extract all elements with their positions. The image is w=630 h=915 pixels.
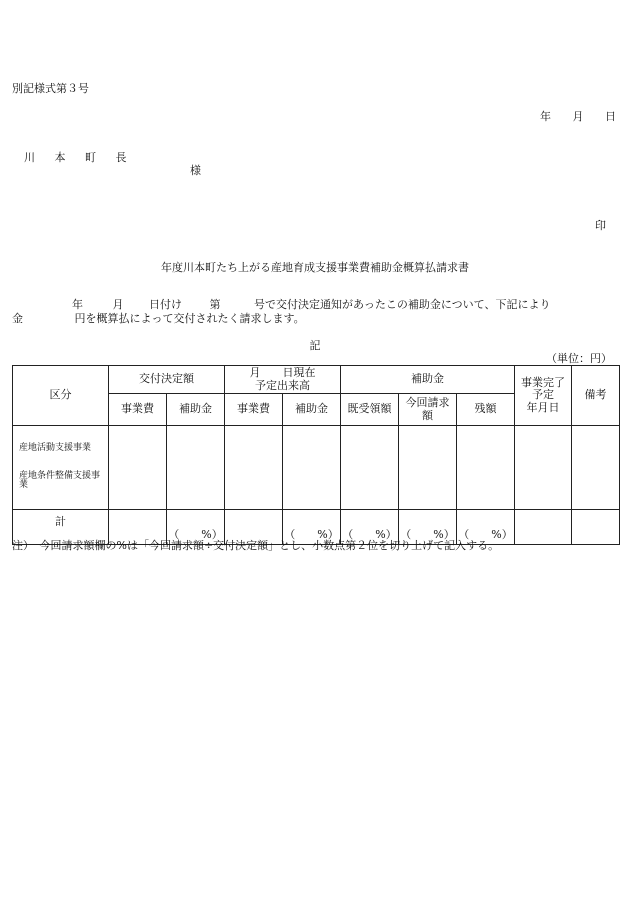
header-balance: 残額 [457,394,515,426]
amount-prefix: 金 [12,312,23,325]
total-progress-pct[interactable]: （ %） [283,510,341,545]
input-completion-date[interactable] [515,426,572,510]
date-month: 月 [572,110,584,123]
header-progress: 月 日現在 予定出来高 [225,366,341,394]
amount-request-text: 円を概算払によって交付されたく請求します。 [74,312,305,325]
header-completion-date: 事業完了 予定 年月日 [515,366,572,426]
date-year: 年 [540,110,551,123]
addressee: 川 本 町 長 [24,151,135,164]
seal-mark: 印 [595,219,606,232]
total-remarks[interactable] [572,510,620,545]
total-subsidy-pct[interactable]: （ %） [167,510,225,545]
date-line [522,111,616,122]
total-received-pct[interactable]: （ %） [341,510,399,545]
body-request-text: 号で交付決定通知があったこの補助金について、下記により [254,298,551,311]
total-completion-date[interactable] [515,510,572,545]
date-day: 日 [605,110,616,123]
header-category: 区分 [13,366,109,426]
input-project-cost[interactable] [109,426,167,510]
total-balance-pct[interactable]: （ %） [457,510,515,545]
request-table [12,365,620,545]
header-progress-subsidy: 補助金 [283,394,341,426]
input-subsidy-amount[interactable] [167,426,225,510]
document-title: 年度川本町たち上がる産地育成支援事業費補助金概算払請求書 [161,261,469,274]
ki-heading: 記 [309,339,321,352]
unit-label: （単位：円） [546,352,612,365]
form-number: 別記様式第３号 [12,82,89,95]
body-line-2 [12,313,305,324]
honorific: 様 [190,164,201,177]
header-current-request: 今回請求 額 [399,394,457,426]
header-grant-decision: 交付決定額 [109,366,225,394]
header-received: 既受領額 [341,394,399,426]
category-cell [13,426,109,510]
footnote: 注） 今回請求額欄の%は「今回請求額÷交付決定額」とし、小数点第２位を切り上げて記入する。 [12,539,500,552]
body-line-1 [12,299,550,310]
header-subsidy: 補助金 [341,366,515,394]
input-progress-cost[interactable] [225,426,283,510]
header-progress-cost: 事業費 [225,394,283,426]
category-infrastructure: 産地条件整備支援事業 [19,470,101,491]
header-remarks: 備考 [572,366,620,426]
input-remarks[interactable] [572,426,620,510]
category-activity: 産地活動支援事業 [19,442,92,453]
input-progress-subsidy[interactable] [283,426,341,510]
header-project-cost: 事業費 [109,394,167,426]
input-balance[interactable] [457,426,515,510]
input-current-request[interactable] [399,426,457,510]
body-year: 年 [72,298,83,311]
total-current-pct[interactable]: （ %） [399,510,457,545]
body-date-ref: 日付け [149,298,182,311]
body-number-prefix: 第 [209,298,221,311]
header-subsidy-amount: 補助金 [167,394,225,426]
body-month: 月 [112,298,124,311]
total-label: 計 [13,510,109,545]
input-received[interactable] [341,426,399,510]
